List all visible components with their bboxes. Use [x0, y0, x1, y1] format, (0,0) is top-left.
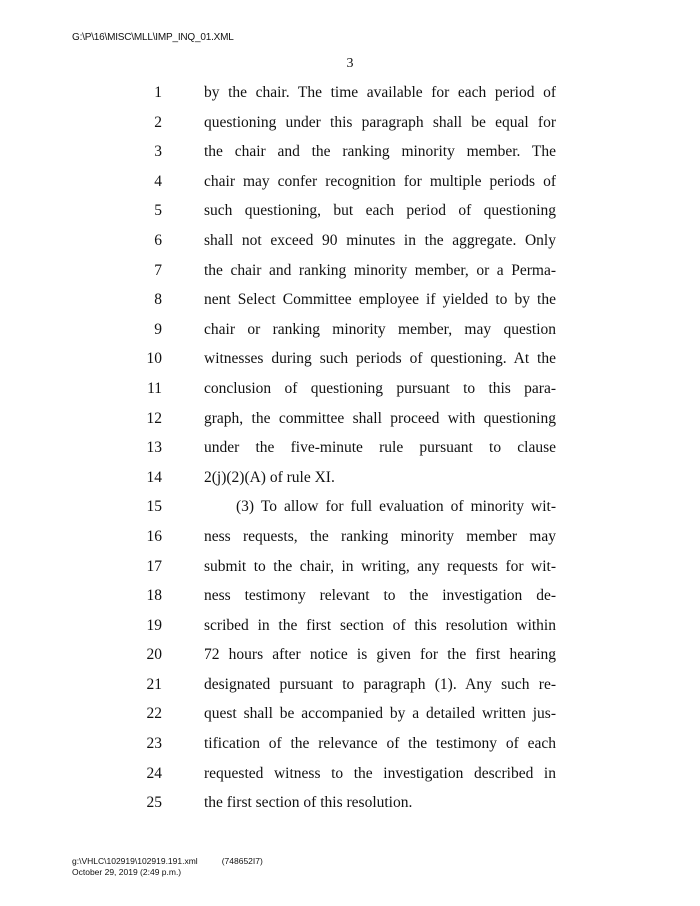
line-text: witnesses during such periods of questioning. At the [204, 350, 556, 368]
line-text: under the five-minute rule pursuant to clause [204, 439, 556, 457]
line-text: conclusion of questioning pursuant to this para- [204, 379, 556, 397]
line-text: tification of the relevance of the testimony of each [204, 735, 556, 753]
footer-code: (748652I7) [221, 856, 263, 866]
line-number: 4 [154, 172, 162, 190]
line-number: 24 [146, 764, 162, 782]
line-number: 12 [146, 409, 162, 427]
line-number: 6 [154, 231, 162, 249]
line-number: 5 [154, 202, 162, 220]
text-line [0, 226, 700, 256]
line-text: quest shall be accompanied by a detailed written jus- [204, 705, 556, 723]
line-text: such questioning, but each period of questioning [204, 202, 556, 220]
line-number: 7 [154, 261, 162, 279]
line-number: 3 [154, 143, 162, 161]
line-number: 14 [146, 468, 162, 486]
footer-file: g:\VHLC\102919\102919.191.xml [72, 856, 198, 866]
text-line [0, 344, 700, 374]
line-number: 1 [154, 84, 162, 101]
line-text: scribed in the first section of this resolution within [204, 616, 556, 634]
line-text: questioning under this paragraph shall be equal for [204, 113, 556, 131]
text-line [0, 137, 700, 167]
text-line [0, 729, 700, 759]
line-text: shall not exceed 90 minutes in the aggregate. Only [204, 231, 556, 249]
text-line [0, 196, 700, 226]
line-text: requested witness to the investigation described in [204, 764, 556, 782]
text-line [0, 552, 700, 582]
line-number: 18 [146, 587, 162, 605]
text-line [0, 463, 700, 493]
line-text: the chair and ranking minority member, or a Perma- [204, 261, 556, 279]
line-text: graph, the committee shall proceed with questioning [204, 409, 556, 427]
footer-file-line [72, 856, 263, 867]
text-line [0, 433, 700, 463]
line-number: 22 [146, 705, 162, 723]
line-text: chair may confer recognition for multiple periods of [204, 172, 556, 190]
line-number: 9 [154, 320, 162, 338]
text-line [0, 640, 700, 670]
line-number: 17 [146, 557, 162, 575]
line-number: 23 [146, 735, 162, 753]
text-line [0, 492, 700, 522]
line-text: chair or ranking minority member, may question [204, 320, 556, 338]
line-text: (3) To allow for full evaluation of minority wit- [236, 498, 556, 516]
line-text: the first section of this resolution. [204, 794, 413, 812]
line-number: 13 [146, 439, 162, 457]
text-line [0, 670, 700, 700]
line-number: 11 [147, 379, 162, 397]
text-line [0, 374, 700, 404]
text-line [0, 611, 700, 641]
line-number: 2 [154, 113, 162, 131]
line-text: ness requests, the ranking minority member may [204, 527, 556, 545]
line-text: the chair and the ranking minority member. The [204, 143, 556, 161]
header-file-path: G:\P\16\MISC\MLL\IMP_INQ_01.XML [72, 32, 234, 43]
text-line [0, 581, 700, 611]
footer-date: October 29, 2019 (2:49 p.m.) [72, 867, 182, 877]
line-text: submit to the chair, in writing, any requests for wit- [204, 557, 556, 575]
line-text: 2(j)(2)(A) of rule XI. [204, 468, 335, 486]
text-line [0, 699, 700, 729]
text-line [0, 256, 700, 286]
line-text: ness testimony relevant to the investigation de- [204, 587, 556, 605]
text-line [0, 404, 700, 434]
text-line [0, 285, 700, 315]
bill-text-body [0, 78, 700, 818]
line-text: 72 hours after notice is given for the first hearing [204, 646, 556, 664]
line-number: 20 [146, 646, 162, 664]
text-line [0, 788, 700, 818]
line-number: 19 [146, 616, 162, 634]
text-line [0, 522, 700, 552]
text-line [0, 78, 700, 108]
text-line [0, 315, 700, 345]
text-line [0, 108, 700, 138]
line-number: 16 [146, 527, 162, 545]
line-number: 10 [146, 350, 162, 368]
line-text: designated pursuant to paragraph (1). Any such re- [204, 675, 556, 693]
line-number: 25 [146, 794, 162, 812]
footer [72, 856, 263, 878]
line-text: by the chair. The time available for each period of [204, 84, 556, 101]
text-line [0, 167, 700, 197]
line-number: 8 [154, 291, 162, 309]
line-text: nent Select Committee employee if yielded to by the [204, 291, 556, 309]
text-line [0, 759, 700, 789]
line-number: 21 [146, 675, 162, 693]
page-number: 3 [346, 56, 354, 71]
line-number: 15 [146, 498, 162, 516]
